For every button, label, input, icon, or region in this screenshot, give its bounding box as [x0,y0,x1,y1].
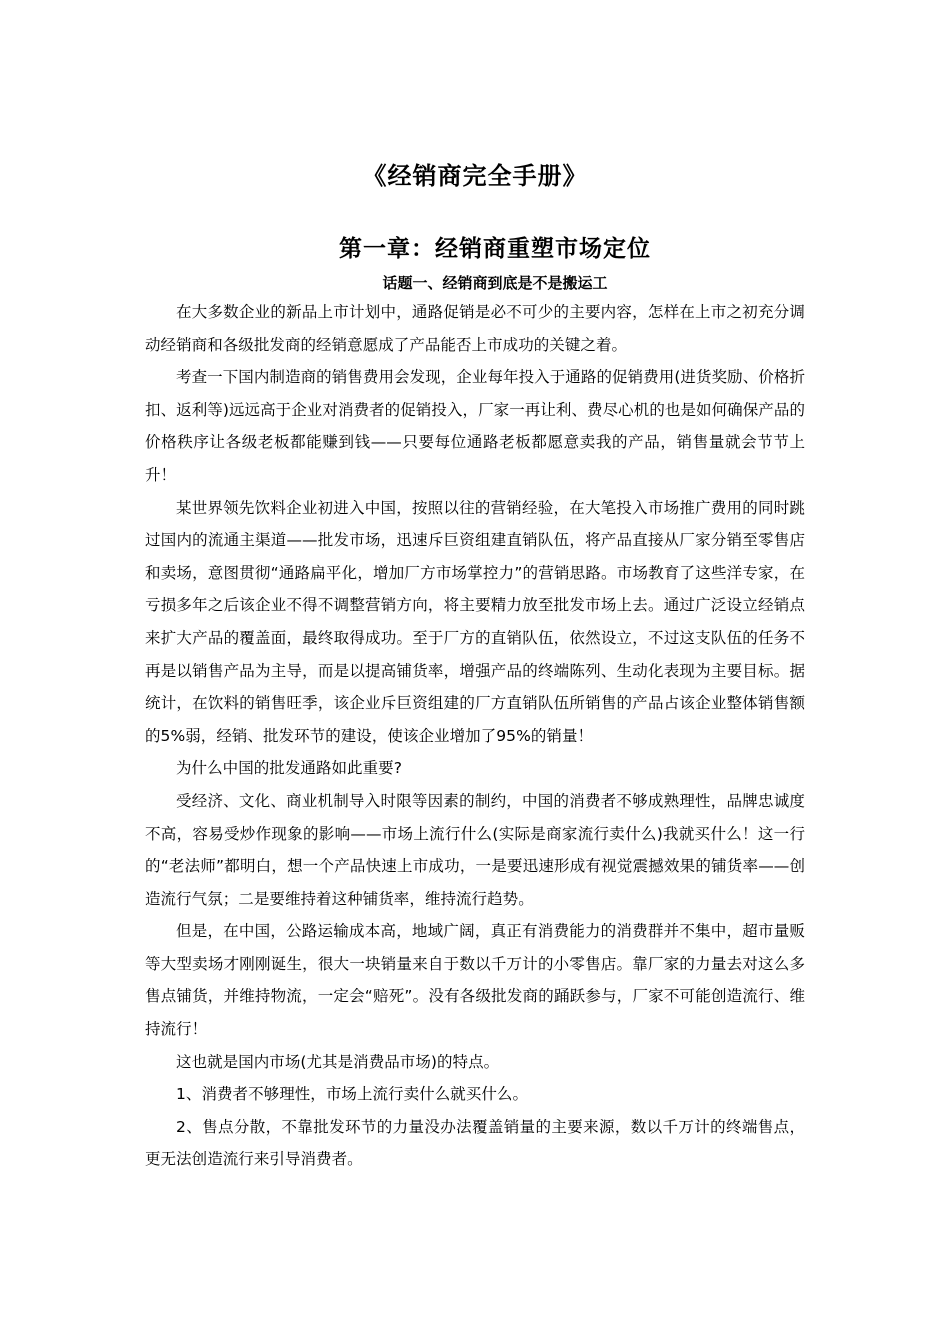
paragraph: 为什么中国的批发通路如此重要? [176,759,402,778]
paragraph: 但是，在中国，公路运输成本高，地域广阔，真正有消费能力的消费群并不集中，超市量贩等大型卖场才刚刚诞生，很大一块销量来自于数以千万计的小零售店。靠厂家的力量去对这么多售点铺货，并维持物流，一定会“赔死”。没有各级批发商的踊跃参与，厂家不可能创造流行、维持流行！ [145,922,805,1039]
paragraph: 受经济、文化、商业机制导入时限等因素的制约，中国的消费者不够成熟理性，品牌忠诚度不高，容易受炒作现象的影响——市场上流行什么(实际是商家流行卖什么)我就买什么！这一行的“老法师”都明白，想一个产品快速上市成功，一是要迅速形成有视觉震撼效果的铺货率——创造流行气氛；二是要维持着这种铺货率，维持流行趋势。 [145,791,805,908]
body-text [145,296,805,1176]
list-item: 2、售点分散，不靠批发环节的力量没办法覆盖销量的主要来源，数以千万计的终端售点，更无法创造流行来引导消费者。 [145,1117,805,1169]
book-title: 《经销商完全手册》 [362,162,588,190]
paragraph: 某世界领先饮料企业初进入中国，按照以往的营销经验，在大笔投入市场推广费用的同时跳过国内的流通主渠道——批发市场，迅速斥巨资组建直销队伍，将产品直接从厂家分销至零售店和卖场，意图贯彻“通路扁平化，增加厂方市场掌控力”的营销思路。市场教育了这些洋专家，在亏损多年之后该企业不得不调整营销方向，将主要精力放至批发市场上去。通过广泛设立经销点来扩大产品的覆盖面，最终取得成功。至于厂方的直销队伍，依然设立，不过这支队伍的任务不再是以销售产品为主导，而是以提高铺货率，增强产品的终端陈列、生动化表现为主要目标。据统计，在饮料的销售旺季，该企业斥巨资组建的厂方直销队伍所销售的产品占该企业整体销售额的5%弱，经销、批发环节的建设，使该企业增加了95%的销量！ [145,498,805,745]
paragraph: 在大多数企业的新品上市计划中，通路促销是必不可少的主要内容，怎样在上市之初充分调动经销商和各级批发商的经销意愿成了产品能否上市成功的关键之着。 [145,303,805,354]
chapter-title: 第一章：经销商重塑市场定位 [339,236,651,262]
topic-title: 话题一、经销商到底是不是搬运工 [382,274,608,292]
paragraph: 考查一下国内制造商的销售费用会发现，企业每年投入于通路的促销费用(进货奖励、价格折扣、返利等)远远高于企业对消费者的促销投入，厂家一再让利、费尽心机的也是如何确保产品的价格秩序让各级老板都能赚到钱——只要每位通路老板都愿意卖我的产品，销售量就会节节上升！ [145,368,805,484]
paragraph: 这也就是国内市场(尤其是消费品市场)的特点。 [176,1052,500,1071]
list-item: 1、消费者不够理性，市场上流行卖什么就买什么。 [176,1085,529,1104]
